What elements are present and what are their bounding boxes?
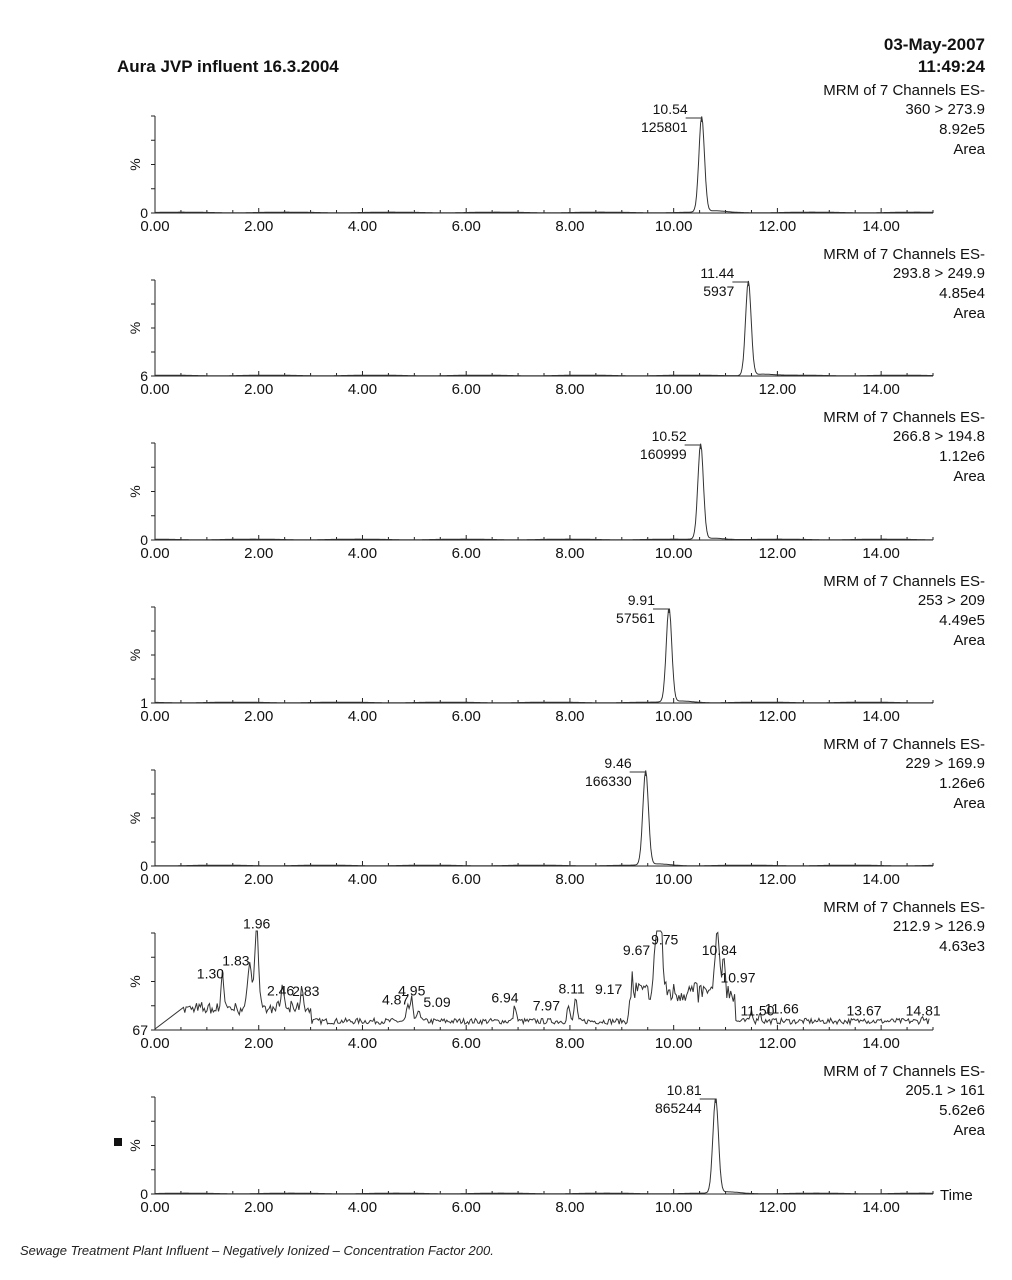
x-tick-label: 8.00 <box>555 381 585 398</box>
panel-mode: Area <box>953 468 985 485</box>
x-tick-label: 10.00 <box>654 381 693 398</box>
y-axis-percent-label: % <box>127 975 143 988</box>
x-tick-label: 8.00 <box>555 218 585 235</box>
y-axis-percent-label: % <box>127 158 143 171</box>
x-tick-label: 10.00 <box>654 218 693 235</box>
x-tick-label: 12.00 <box>758 871 797 888</box>
x-tick-label: 4.00 <box>347 381 378 398</box>
x-tick-label: 4.00 <box>347 871 378 888</box>
x-tick-label: 6.00 <box>451 708 481 725</box>
panel-intensity: 1.26e6 <box>939 775 985 792</box>
peak-label-leader <box>732 282 748 286</box>
peak-rt-label: 11.50 <box>740 1002 775 1019</box>
x-tick-label: 4.00 <box>347 1035 378 1052</box>
panel-transition: 229 > 169.9 <box>905 755 985 772</box>
y-min-label: 1 <box>140 695 148 711</box>
x-tick-label: 6.00 <box>451 1199 481 1216</box>
panel-intensity: 5.62e6 <box>939 1102 985 1119</box>
panel-channel-header: MRM of 7 Channels ES- <box>823 1063 985 1080</box>
peak-rt-label: 9.67 <box>622 942 651 959</box>
chromatogram-panel <box>127 246 986 398</box>
chromatogram-trace <box>155 931 929 1029</box>
panel-mode: Area <box>953 795 985 812</box>
chromatogram-panel <box>127 1063 986 1216</box>
panel-transition: 293.8 > 249.9 <box>892 265 985 282</box>
chart-title: Aura JVP influent 16.3.2004 <box>117 57 339 76</box>
x-tick-label: 6.00 <box>451 381 481 398</box>
y-axis-percent-label: % <box>127 321 143 335</box>
chromatogram-panels <box>114 82 986 1216</box>
acquisition-time: 11:49:24 <box>917 57 985 76</box>
panel-channel-header: MRM of 7 Channels ES- <box>823 899 985 916</box>
panel-intensity: 4.49e5 <box>939 612 985 629</box>
peak-rt-label: 1.83 <box>222 952 250 969</box>
panel-channel-header: MRM of 7 Channels ES- <box>823 246 985 263</box>
panel-mode: Area <box>953 632 985 649</box>
peak-rt-label: 5.09 <box>423 993 451 1010</box>
x-tick-label: 8.00 <box>555 1035 585 1052</box>
x-tick-label: 0.00 <box>140 218 170 235</box>
x-tick-label: 14.00 <box>862 1035 900 1052</box>
panel-mode: Area <box>953 305 985 322</box>
panel-channel-header: MRM of 7 Channels ES- <box>823 409 985 426</box>
x-tick-label: 0.00 <box>140 1199 170 1216</box>
y-axis-percent-label: % <box>127 1139 143 1152</box>
panel-mode: Area <box>953 141 985 158</box>
x-tick-label: 0.00 <box>140 1035 170 1052</box>
peak-rt-label: 10.81 <box>666 1082 702 1098</box>
y-min-label: 6 <box>140 368 148 384</box>
y-axis-percent-label: % <box>127 485 143 498</box>
peak-rt-label: 4.87 <box>381 991 410 1008</box>
panel-channel-header: MRM of 7 Channels ES- <box>823 82 985 99</box>
peak-area-label: 125801 <box>640 119 688 135</box>
x-tick-label: 12.00 <box>758 218 797 235</box>
x-axis-label: Time <box>940 1187 973 1204</box>
x-tick-label: 4.00 <box>347 218 378 235</box>
peak-area-label: 5937 <box>703 283 735 299</box>
x-tick-label: 10.00 <box>654 545 693 562</box>
x-tick-label: 14.00 <box>862 708 900 725</box>
x-tick-label: 6.00 <box>451 218 481 235</box>
peak-area-label: 57561 <box>616 610 655 626</box>
peak-rt-label: 10.97 <box>720 969 756 986</box>
panel-intensity: 1.12e6 <box>939 448 985 465</box>
chromatogram-panel <box>127 82 986 235</box>
peak-rt-label: 6.94 <box>491 989 519 1006</box>
x-tick-label: 2.00 <box>244 1035 274 1052</box>
panel-channel-header: MRM of 7 Channels ES- <box>823 736 985 753</box>
x-tick-label: 12.00 <box>758 545 797 562</box>
peak-label-leader <box>686 118 702 122</box>
x-tick-label: 8.00 <box>555 545 585 562</box>
x-tick-label: 6.00 <box>451 871 481 888</box>
peak-area-label: 166330 <box>584 773 632 789</box>
x-tick-label: 8.00 <box>555 871 585 888</box>
panel-intensity: 4.85e4 <box>939 285 985 302</box>
peak-rt-label: 4.95 <box>398 982 426 999</box>
peak-rt-label: 8.11 <box>558 980 585 997</box>
x-tick-label: 0.00 <box>140 871 170 888</box>
chromatogram-panel <box>127 899 985 1052</box>
x-tick-label: 2.00 <box>244 708 274 725</box>
figure-caption: Sewage Treatment Plant Influent – Negatively Ionized – Concentration Factor 200. <box>20 1243 494 1258</box>
peak-rt-label: 10.52 <box>651 428 687 444</box>
panel-channel-header: MRM of 7 Channels ES- <box>823 573 985 590</box>
peak-label-leader <box>653 609 669 613</box>
x-tick-label: 12.00 <box>758 381 797 398</box>
x-tick-label: 14.00 <box>862 871 900 888</box>
x-tick-label: 2.00 <box>244 218 274 235</box>
chromatogram-panel <box>127 573 986 725</box>
peak-rt-label: 7.97 <box>532 997 561 1014</box>
chromatogram-trace <box>155 771 933 866</box>
y-min-label: 0 <box>140 858 148 874</box>
peak-label-leader <box>685 445 701 449</box>
x-tick-label: 10.00 <box>654 871 693 888</box>
peak-label-leader <box>630 772 646 776</box>
chromatogram-panel <box>127 409 986 562</box>
peak-rt-label: 1.30 <box>196 965 225 982</box>
x-tick-label: 4.00 <box>347 708 378 725</box>
panel-transition: 205.1 > 161 <box>905 1082 985 1099</box>
chromatogram-trace <box>155 116 933 212</box>
y-min-label: 0 <box>140 1186 148 1202</box>
x-tick-label: 10.00 <box>654 1035 693 1052</box>
peak-rt-label: 9.46 <box>604 755 632 771</box>
peak-rt-label: 2.46 <box>266 982 295 999</box>
acquisition-date: 03-May-2007 <box>883 35 985 54</box>
x-tick-label: 6.00 <box>451 545 481 562</box>
x-tick-label: 0.00 <box>140 708 170 725</box>
peak-rt-label: 11.44 <box>700 265 735 281</box>
x-tick-label: 8.00 <box>555 708 585 725</box>
x-tick-label: 6.00 <box>451 1035 481 1052</box>
x-tick-label: 14.00 <box>862 381 900 398</box>
x-tick-label: 2.00 <box>244 1199 274 1216</box>
y-min-label: 67 <box>132 1022 148 1038</box>
chromatogram-trace <box>155 281 933 376</box>
x-tick-label: 10.00 <box>654 1199 693 1216</box>
chromatogram-trace <box>155 609 933 703</box>
x-tick-label: 4.00 <box>347 1199 378 1216</box>
y-min-label: 0 <box>140 205 148 221</box>
chromatogram-trace <box>155 1099 933 1194</box>
peak-rt-label: 14.81 <box>905 1002 941 1019</box>
x-tick-label: 2.00 <box>244 871 274 888</box>
panel-transition: 253 > 209 <box>917 592 985 609</box>
panel-marker <box>114 1138 122 1146</box>
x-tick-label: 12.00 <box>758 1199 797 1216</box>
peak-rt-label: 2.83 <box>292 983 320 1000</box>
panel-transition: 266.8 > 194.8 <box>892 428 985 445</box>
peak-rt-label: 13.67 <box>846 1002 882 1019</box>
chromatogram-panel <box>127 736 986 888</box>
panel-transition: 212.9 > 126.9 <box>892 918 985 935</box>
panel-intensity: 8.92e5 <box>939 121 985 138</box>
chromatogram-trace <box>155 444 933 540</box>
x-tick-label: 14.00 <box>862 218 900 235</box>
x-tick-label: 4.00 <box>347 545 378 562</box>
y-axis-percent-label: % <box>127 811 143 825</box>
peak-label-leader <box>700 1099 716 1103</box>
x-tick-label: 14.00 <box>862 1199 900 1216</box>
peak-rt-label: 9.75 <box>651 931 679 948</box>
peak-rt-label: 10.84 <box>701 942 737 959</box>
peak-area-label: 865244 <box>654 1100 702 1116</box>
peak-area-label: 160999 <box>639 446 687 462</box>
panel-transition: 360 > 273.9 <box>905 101 985 118</box>
x-tick-label: 8.00 <box>555 1199 585 1216</box>
x-tick-label: 0.00 <box>140 381 170 398</box>
peak-rt-label: 1.96 <box>243 915 271 932</box>
panel-intensity: 4.63e3 <box>939 938 985 955</box>
y-min-label: 0 <box>140 532 148 548</box>
x-tick-label: 0.00 <box>140 545 170 562</box>
x-tick-label: 10.00 <box>654 708 693 725</box>
x-tick-label: 2.00 <box>244 381 274 398</box>
peak-rt-label: 9.17 <box>594 980 623 997</box>
x-tick-label: 2.00 <box>244 545 274 562</box>
x-tick-label: 12.00 <box>758 1035 797 1052</box>
peak-rt-label: 10.54 <box>652 101 688 117</box>
panel-mode: Area <box>953 1122 985 1139</box>
peak-rt-label: 9.91 <box>627 592 655 608</box>
peak-rt-label: 11.66 <box>764 1000 799 1017</box>
y-axis-percent-label: % <box>127 648 143 662</box>
x-tick-label: 12.00 <box>758 708 797 725</box>
x-tick-label: 14.00 <box>862 545 900 562</box>
